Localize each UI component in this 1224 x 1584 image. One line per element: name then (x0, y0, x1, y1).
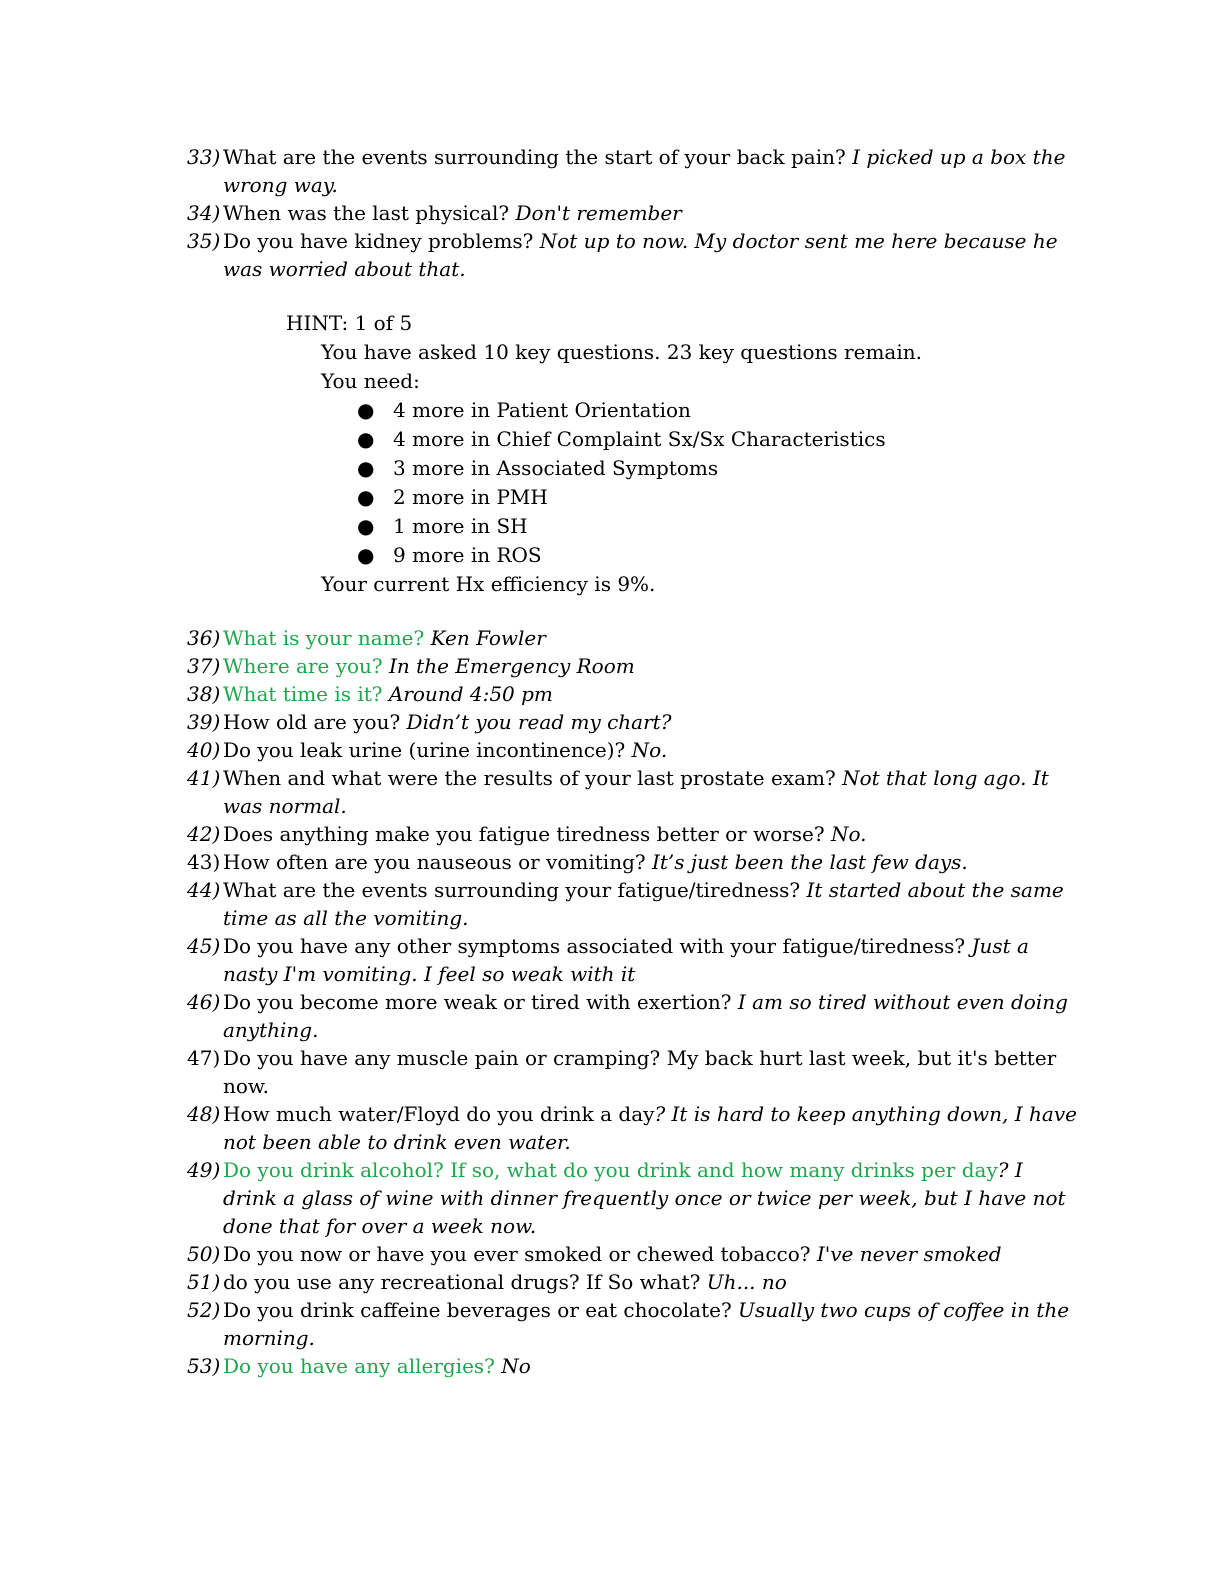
hint-body (286, 338, 986, 599)
question-text: Do you have any other symptoms associated with your fatigue/tiredness? (223, 934, 972, 958)
question-text: How old are you? (223, 710, 407, 734)
question-number: 48) (187, 1102, 221, 1126)
question-item (187, 932, 1077, 988)
question-number: 50) (187, 1242, 227, 1266)
question-item (187, 1156, 1077, 1240)
question-text: Do you now or have you ever smoked or chewed tobacco? (223, 1242, 817, 1266)
bullet-icon: ● (357, 485, 375, 509)
question-text: What time is it? (223, 682, 389, 706)
question-item (187, 227, 1077, 283)
answer-text: Usually two cups of coffee in the morning. (223, 1298, 1070, 1350)
question-item (187, 624, 1077, 652)
answer-text: Not that long ago. It was normal. (223, 766, 1049, 818)
question-number: 39) (187, 710, 227, 734)
question-number: 33) (187, 145, 221, 169)
question-item (187, 1240, 1077, 1268)
question-number: 35) (187, 229, 221, 253)
answer-text: No. (830, 822, 867, 846)
bullet-icon: ● (357, 456, 375, 480)
bullet-icon: ● (357, 543, 375, 567)
question-number: 36) (187, 626, 227, 650)
question-item (187, 1296, 1077, 1352)
question-text: What are the events surrounding your fatigue/tiredness? (223, 878, 807, 902)
answer-text: ? It is hard to keep anything down, I have not been able to drink even water. (223, 1102, 1077, 1154)
hint-bullet: ● 3 more in Associated Symptoms (357, 454, 986, 483)
hint-bullet: ● 4 more in Patient Orientation (357, 396, 986, 425)
answer-text: It’s just been the last few days. (651, 850, 968, 874)
question-text: Do you drink caffeine beverages or eat chocolate? (223, 1298, 739, 1322)
question-number: 37) (187, 654, 227, 678)
question-text: Do you drink alcohol? If so, what do you drink and how many drinks per day (223, 1158, 998, 1182)
question-text: Do you become more weak or tired with exertion? (223, 990, 738, 1014)
bullet-icon: ● (357, 514, 375, 538)
answer-text: No (501, 1354, 531, 1378)
question-text: Do you have any muscle pain or cramping? (223, 1046, 667, 1070)
answer-text: In the Emergency Room (389, 654, 635, 678)
answer-text: I've never smoked (816, 1242, 1002, 1266)
answer-text: No. (631, 738, 668, 762)
question-item (187, 199, 1077, 227)
hint-bullet-list (321, 396, 986, 570)
bullet-icon: ● (357, 427, 375, 451)
question-number: 47) (187, 1046, 221, 1070)
question-text: Do you leak urine (urine incontinence)? (223, 738, 632, 762)
question-number: 52) (187, 1298, 221, 1322)
question-text: How often are you nauseous or vomiting? (223, 850, 652, 874)
question-text: do you use any recreational drugs? If So what? (223, 1270, 707, 1294)
question-text: What are the events surrounding the start of your back pain? (223, 145, 853, 169)
question-number: 41) (187, 766, 221, 790)
hint-bullet: ● 2 more in PMH (357, 483, 986, 512)
answer-text: I am so tired without even doing anything. (223, 990, 1068, 1042)
question-number: 42) (187, 822, 227, 846)
answer-text: It started about the same time as all the vomiting. (223, 878, 1064, 930)
answer-text: Not up to now. My doctor sent me here because he was worried about that. (223, 229, 1058, 281)
question-text: What is your name? (223, 626, 431, 650)
question-item (187, 764, 1077, 820)
question-item (187, 736, 1077, 764)
answer-text: I picked up a box the wrong way. (223, 145, 1066, 197)
question-item (187, 708, 1077, 736)
answer-text: Ken Fowler (430, 626, 546, 650)
question-item (187, 1100, 1077, 1156)
hint-need-label: You need: (321, 369, 420, 393)
question-text: Does anything make you fatigue tiredness better or worse? (223, 822, 831, 846)
question-number: 49) (187, 1158, 221, 1182)
question-number: 44) (187, 878, 221, 902)
question-number: 53) (187, 1354, 227, 1378)
question-item (187, 848, 1077, 876)
answer-text: Around 4:50 pm (388, 682, 553, 706)
question-item (187, 988, 1077, 1044)
question-list-top (187, 143, 1077, 283)
question-text: When and what were the results of your last prostate exam? (223, 766, 843, 790)
answer-text: Just a nasty I'm vomiting. I feel so weak with it (223, 934, 1029, 986)
question-text: Do you have any allergies? (223, 1354, 502, 1378)
question-number: 34) (187, 201, 227, 225)
question-text: Where are you? (223, 654, 390, 678)
answer-text: Didn’t you read my chart? (406, 710, 672, 734)
question-item (187, 876, 1077, 932)
question-item (187, 820, 1077, 848)
hint-bullet: ● 1 more in SH (357, 512, 986, 541)
question-number: 51) (187, 1270, 227, 1294)
question-text: Do you have kidney problems? (223, 229, 540, 253)
question-item (187, 1268, 1077, 1296)
question-item (187, 680, 1077, 708)
bullet-icon: ● (357, 398, 375, 422)
question-number: 40) (187, 738, 227, 762)
answer-text: My back hurt last week, but it's better now. (223, 1046, 1057, 1098)
answer-text: Don't remember (515, 201, 682, 225)
hint-bullet: ● 9 more in ROS (357, 541, 986, 570)
hint-efficiency: Your current Hx efficiency is 9%. (321, 572, 656, 596)
question-number: 45) (187, 934, 221, 958)
hint-box (286, 309, 986, 599)
question-text: When was the last physical? (223, 201, 516, 225)
hint-progress: You have asked 10 key questions. 23 key questions remain. (321, 340, 922, 364)
question-number: 43) (187, 850, 227, 874)
question-item (187, 652, 1077, 680)
question-number: 46) (187, 990, 221, 1014)
question-number: 38) (187, 682, 227, 706)
hint-title: HINT: 1 of 5 (286, 311, 413, 335)
question-item (187, 143, 1077, 199)
question-list-bottom (187, 624, 1077, 1380)
answer-text: ? I drink a glass of wine with dinner frequently once or twice per week, but I have not done that for over a week now. (223, 1158, 1066, 1238)
question-text: How much water/Floyd do you drink a day (223, 1102, 655, 1126)
hint-bullet: ● 4 more in Chief Complaint Sx/Sx Characteristics (357, 425, 986, 454)
question-item (187, 1352, 1077, 1380)
question-item (187, 1044, 1077, 1100)
answer-text: Uh... no (706, 1270, 787, 1294)
